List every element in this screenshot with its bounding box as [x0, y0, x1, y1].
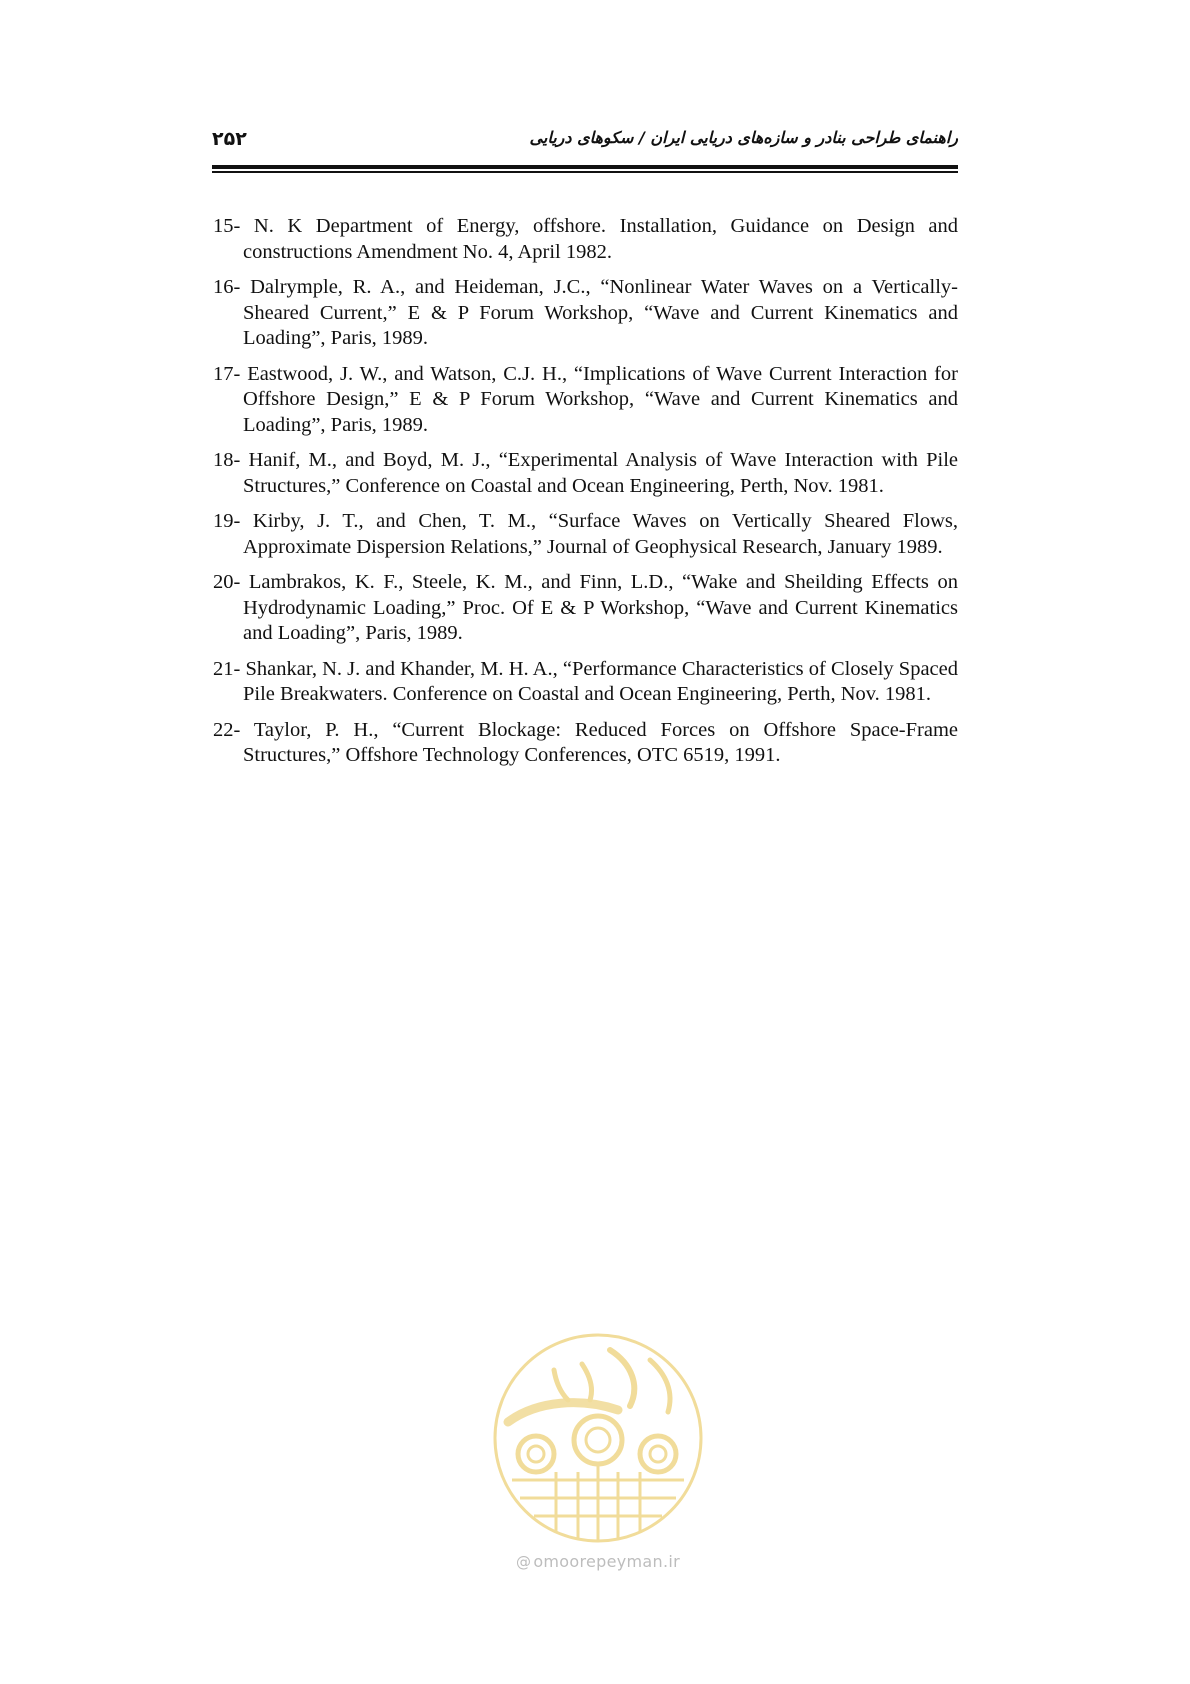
reference-item: 21- Shankar, N. J. and Khander, M. H. A., “Performance Characteristics of Closely Spaced Pile Breakwaters. Conference on Coastal and Ocean Engineering, Perth, Nov. 1981.	[213, 657, 958, 705]
reference-item: 22- Taylor, P. H., “Current Blockage: Reduced Forces on Offshore Space-Frame Structures,” Offshore Technology Conferences, OTC 6519, 1991.	[213, 718, 958, 766]
running-header	[212, 128, 958, 158]
reference-item: 15- N. K Department of Energy, offshore. Installation, Guidance on Design and constructions Amendment No. 4, April 1982.	[213, 215, 958, 263]
watermark-logo-icon	[490, 1330, 706, 1546]
header-rule	[212, 165, 958, 169]
reference-item: 17- Eastwood, J. W., and Watson, C.J. H., “Implications of Wave Current Interaction for Offshore Design,” E & P Forum Workshop, “Wave and Current Kinematics and Loading”, Paris, 1989.	[213, 362, 958, 436]
reference-list	[213, 214, 958, 779]
watermark-url-text: omoorepeyman.ir	[533, 1552, 680, 1571]
watermark-url	[490, 1552, 706, 1571]
reference-item: 19- Kirby, J. T., and Chen, T. M., “Surface Waves on Vertically Sheared Flows, Approximate Dispersion Relations,” Journal of Geophysical Research, January 1989.	[213, 510, 958, 558]
running-header-title: راهنمای طراحی بنادر و سازه‌های دریایی ایران / سکوهای دریایی	[529, 128, 958, 147]
watermark	[490, 1330, 706, 1580]
reference-item: 16- Dalrymple, R. A., and Heideman, J.C., “Nonlinear Water Waves on a Vertically-Sheared Current,” E & P Forum Workshop, “Wave and Current Kinematics and Loading”, Paris, 1989.	[213, 276, 958, 349]
at-icon: @	[516, 1553, 532, 1571]
page-number: ۲۵۲	[212, 128, 247, 150]
reference-item: 20- Lambrakos, K. F., Steele, K. M., and Finn, L.D., “Wake and Sheilding Effects on Hydrodynamic Loading,” Proc. Of E & P Workshop, “Wave and Current Kinematics and Loading”, Paris, 1989.	[213, 571, 958, 644]
reference-item: 18- Hanif, M., and Boyd, M. J., “Experimental Analysis of Wave Interaction with Pile Structures,” Conference on Coastal and Ocean Engineering, Perth, Nov. 1981.	[213, 449, 958, 497]
header-rule-thin	[212, 171, 958, 173]
